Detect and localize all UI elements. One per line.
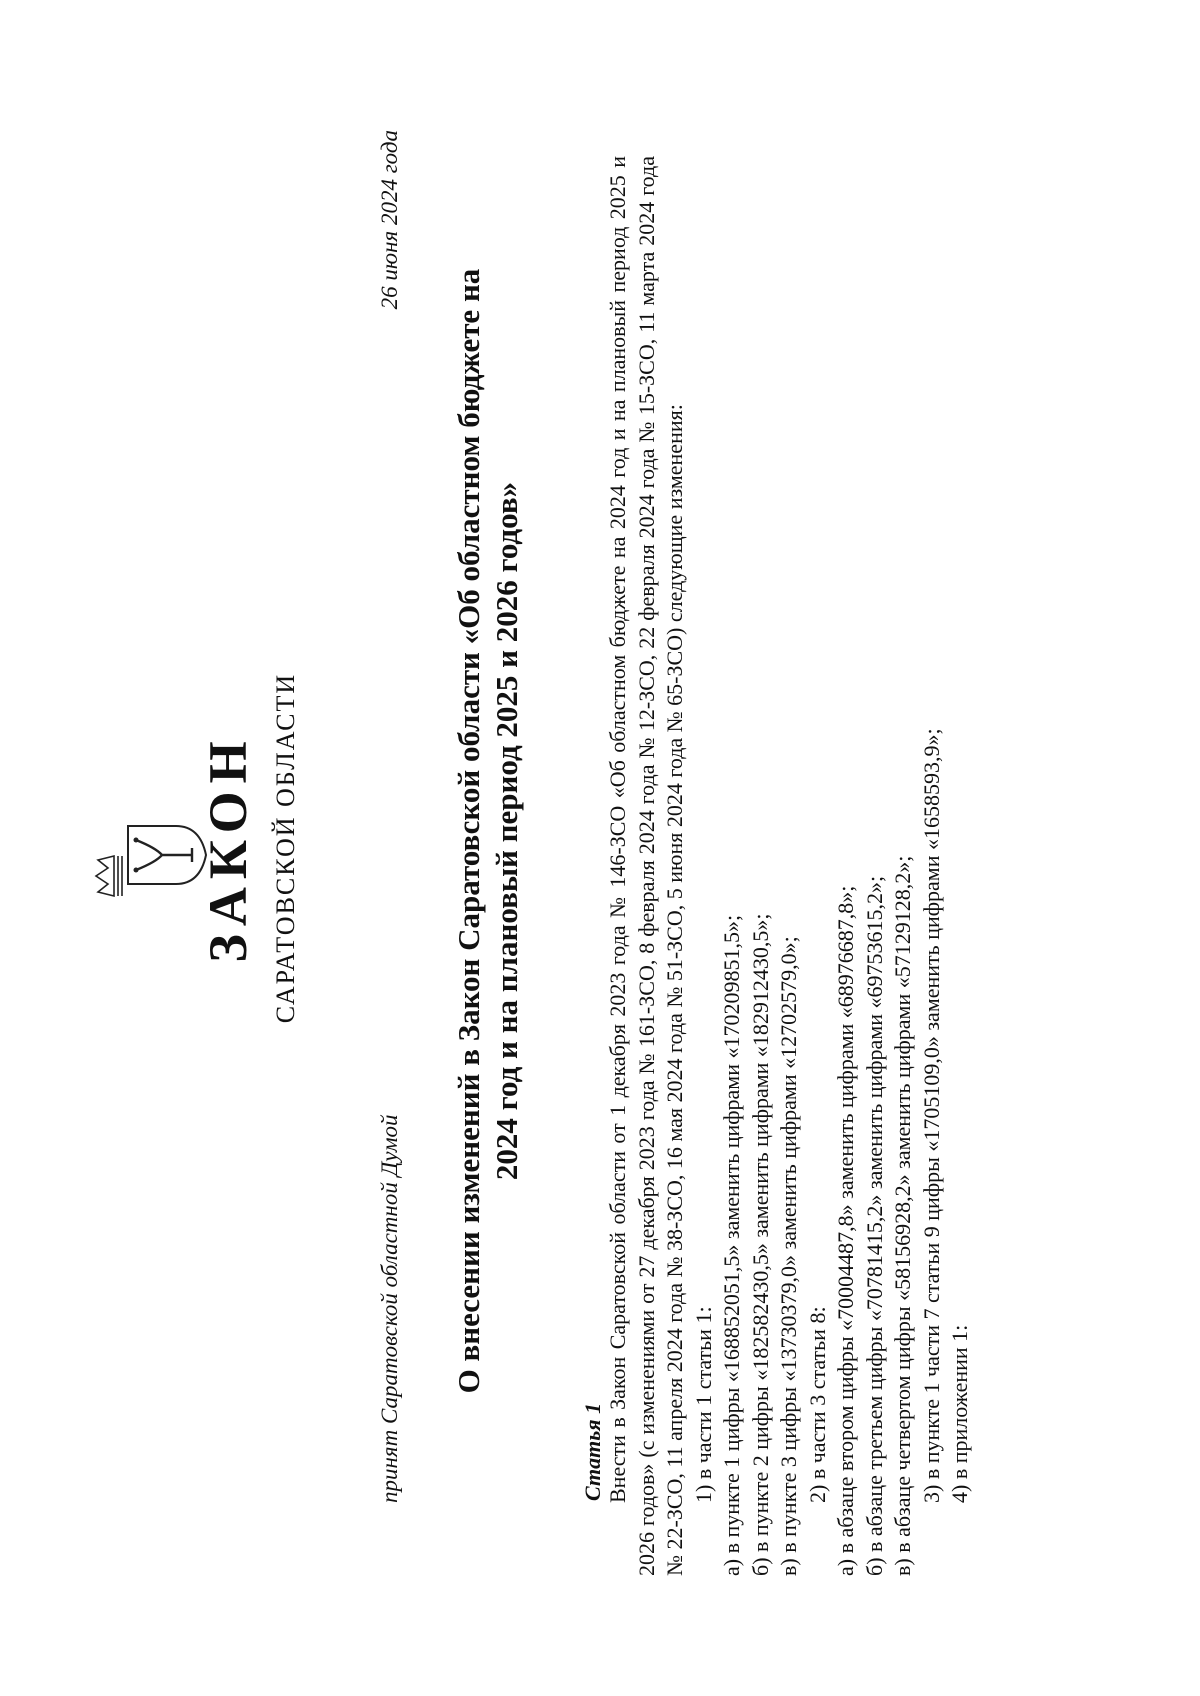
article-title: Статья 1 [580, 1402, 605, 1501]
saratov-coat-of-arms-icon [92, 816, 210, 906]
adopted-by-label: принят Саратовской областной Думой [377, 1114, 402, 1503]
list-item: 4) в приложении 1: [947, 1324, 972, 1503]
list-item: в) в абзаце четвертом цифры «58156928,2» заменить цифрами «57129128,2»; [890, 855, 915, 1576]
list-item: 2) в части 3 статьи 8: [804, 1306, 830, 1503]
law-title: ЗАКОН [198, 733, 258, 963]
list-item: в) в пункте 3 цифры «13730379,0» заменить цифрами «12702579,0»; [776, 936, 801, 1576]
document-heading [450, 186, 526, 1476]
article-body [604, 156, 975, 1576]
article-intro: Внести в Закон Саратовской области от 1 декабря 2023 года № 146-ЗСО «Об областном бюджете на 2024 год и на плановый период 2025 и 2026 годов» (с изменениями от 27 декабря 2023 года № 161-ЗСО, 8 февраля 2024 года № 12-ЗСО, 22 февраля 2024 года № 15-ЗСО, 11 марта 2024 года № 22-ЗСО, 11 апреля 2024 года № 38-ЗСО, 16 мая 2024 года № 51-ЗСО, 5 июня 2024 года № 65-ЗСО) следующие изменения: [605, 156, 687, 1576]
list-item: а) в абзаце втором цифры «70004487,8» заменить цифрами «68976687,8»; [833, 885, 858, 1576]
adoption-date: 26 июня 2024 года [377, 130, 402, 310]
region-subtitle: САРАТОВСКОЙ ОБЛАСТИ [271, 672, 300, 1024]
list-item: б) в абзаце третьем цифры «70781415,2» заменить цифрами «69753615,2»; [861, 875, 887, 1576]
list-item: б) в пункте 2 цифры «182582430,5» заменить цифрами «182912430,5»; [747, 913, 773, 1576]
document-heading-line: О внесении изменений в Закон Саратовской области «Об областном бюджете на [451, 268, 486, 1394]
document-heading-line: 2024 год и на плановый период 2025 и 2026 годов» [489, 481, 524, 1181]
list-item: а) в пункте 1 цифры «168852051,5» заменить цифрами «170209851,5»; [719, 914, 744, 1576]
list-item: 1) в части 1 статьи 1: [690, 1306, 716, 1503]
list-item: 3) в пункте 1 части 7 статьи 9 цифры «1705109,0» заменить цифрами «1658593,9»; [918, 728, 944, 1503]
